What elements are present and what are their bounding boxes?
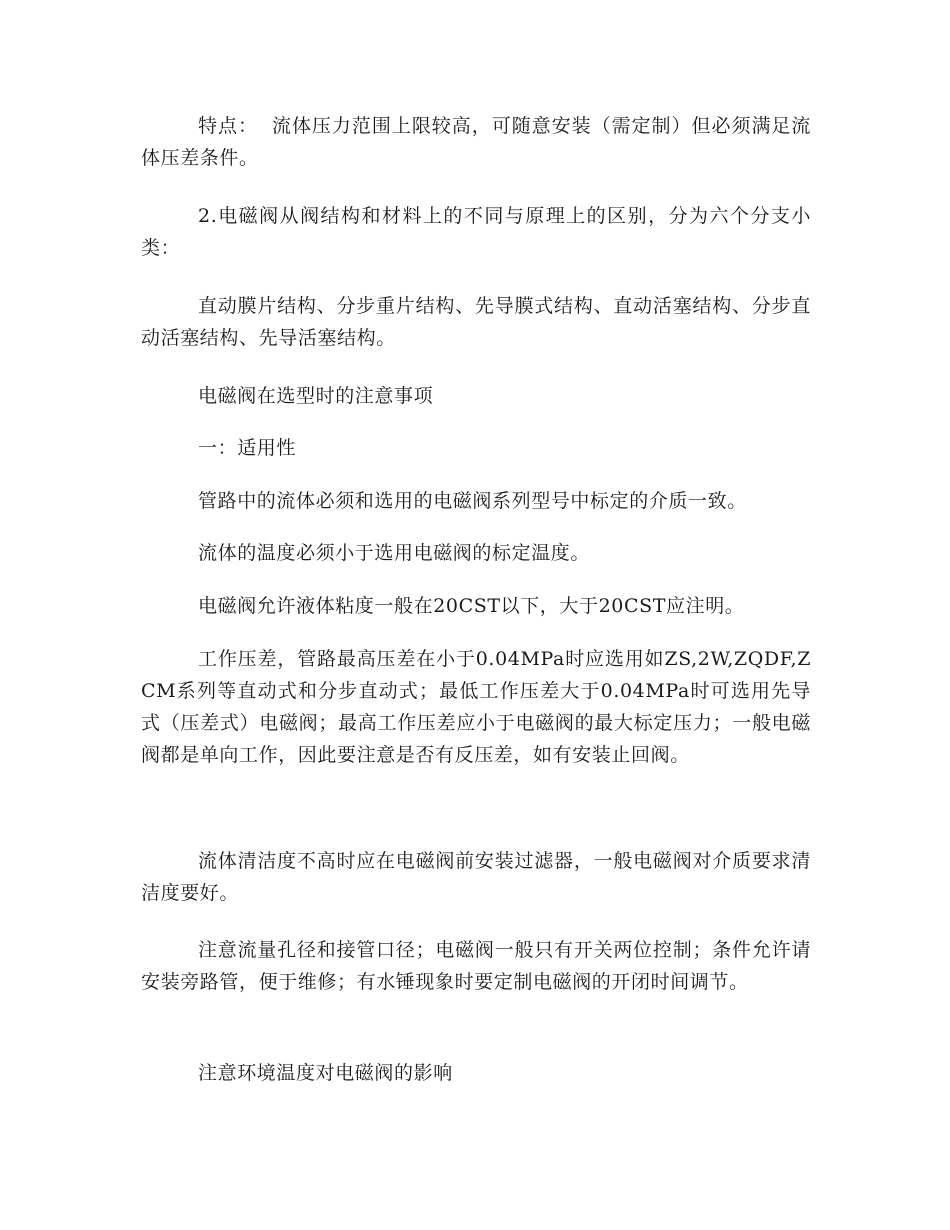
paragraph-ambient-temperature: 注意环境温度对电磁阀的影响 (198, 1062, 453, 1084)
paragraph-working-pressure: 工作压差，管路最高压差在小于0.04MPa时应选用如ZS,2W,ZQDF,ZCM系列等直动式和分步直动式；最低工作压差大于0.04MPa时可选用先导式（压差式）电磁阀；最高工作压差应小于电磁阀的最大标定压力；一般电磁阀都是单向工作，因此要注意是否有反压差，如有安装止回阀。 (141, 648, 811, 766)
paragraph-structure-types: 直动膜片结构、分步重片结构、先导膜式结构、直动活塞结构、分步直动活塞结构、先导活塞结构。 (141, 295, 811, 349)
paragraph-applicability-heading: 一：适用性 (198, 437, 297, 459)
paragraph-selection-heading: 电磁阀在选型时的注意事项 (198, 385, 434, 407)
paragraph-cleanliness: 流体清洁度不高时应在电磁阀前安装过滤器，一般电磁阀对介质要求清洁度要好。 (141, 850, 811, 904)
paragraph-features: 特点： 流体压力范围上限较高，可随意安装（需定制）但必须满足流体压差条件。 (141, 115, 811, 169)
paragraph-fluid-temperature: 流体的温度必须小于选用电磁阀的标定温度。 (198, 542, 591, 564)
paragraph-valve-classification: 2.电磁阀从阀结构和材料上的不同与原理上的区别，分为六个分支小类： (141, 205, 811, 259)
paragraph-flow-aperture: 注意流量孔径和接管口径；电磁阀一般只有开关两位控制；条件允许请安装旁路管，便于维修；有水锤现象时要定制电磁阀的开闭时间调节。 (141, 939, 811, 993)
paragraph-medium-consistency: 管路中的流体必须和选用的电磁阀系列型号中标定的介质一致。 (198, 490, 747, 512)
paragraph-viscosity: 电磁阀允许液体粘度一般在20CST以下，大于20CST应注明。 (198, 595, 745, 617)
